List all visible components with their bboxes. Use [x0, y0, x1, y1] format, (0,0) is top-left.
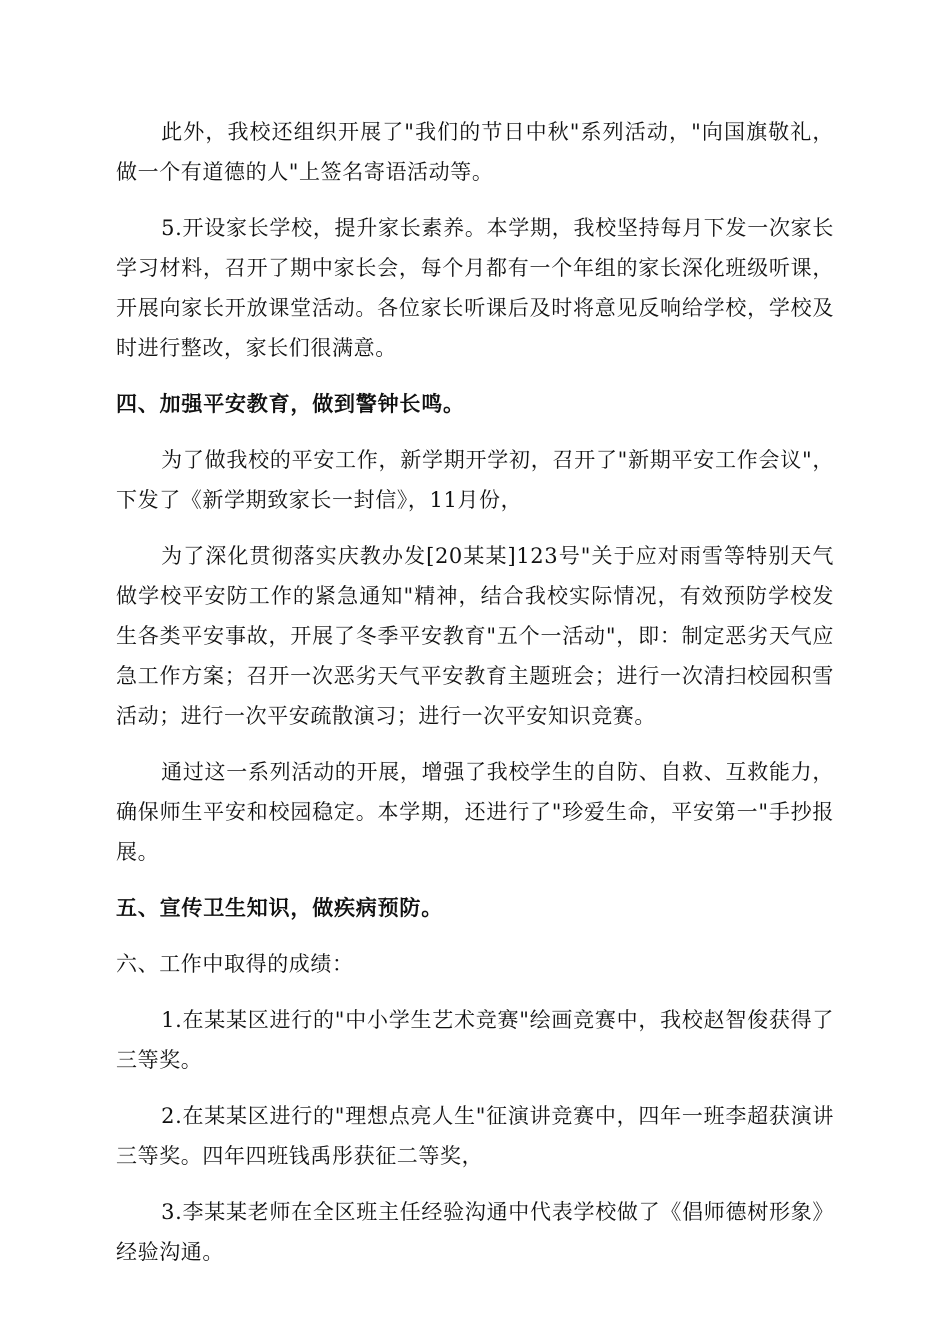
achievement-item-speech-contest: 2.在某某区进行的"理想点亮人生"征演讲竞赛中，四年一班李超获演讲三等奖。四年四班钱禹彤获征二等奖， — [116, 1104, 834, 1168]
achievement-item-art-contest: 1.在某某区进行的"中小学生艺术竞赛"绘画竞赛中，我校赵智俊获得了三等奖。 — [116, 1008, 834, 1072]
section-heading-achievements: 六、工作中取得的成绩： — [116, 952, 354, 976]
achievement-item-teacher-exchange: 3.李某某老师在全区班主任经验沟通中代表学校做了《倡师德树形象》经验沟通。 — [116, 1200, 834, 1264]
paragraph-safety-meeting: 为了做我校的平安工作，新学期开学初，召开了"新期平安工作会议"，下发了《新学期致家长一封信》，11月份， — [116, 448, 834, 512]
paragraph-winter-safety: 为了深化贯彻落实庆教办发[20某某]123号"关于应对雨雪等特别天气做学校平安防工作的紧急通知"精神，结合我校实际情况，有效预防学校发生各类平安事故，开展了冬季平安教育"五个一活动"，即：制定恶劣天气应急工作方案；召开一次恶劣天气平安教育主题班会；进行一次清扫校园积雪活动；进行一次平安疏散演习；进行一次平安知识竞赛。 — [116, 544, 834, 728]
paragraph-parent-school: 5.开设家长学校，提升家长素养。本学期，我校坚持每月下发一次家长学习材料，召开了期中家长会，每个月都有一个年组的家长深化班级听课，开展向家长开放课堂活动。各位家长听课后及时将意见反响给学校，学校及时进行整改，家长们很满意。 — [116, 216, 834, 360]
document-body — [116, 112, 834, 1288]
section-heading-safety-education: 四、加强平安教育，做到警钟长鸣。 — [116, 392, 465, 416]
paragraph-mid-autumn-activities: 此外，我校还组织开展了"我们的节日中秋"系列活动，"向国旗敬礼，做一个有道德的人"上签名寄语活动等。 — [116, 120, 834, 184]
paragraph-safety-results: 通过这一系列活动的开展，增强了我校学生的自防、自救、互救能力，确保师生平安和校园稳定。本学期，还进行了"珍爱生命，平安第一"手抄报展。 — [116, 760, 834, 864]
section-heading-health-knowledge: 五、宣传卫生知识，做疾病预防。 — [116, 896, 443, 920]
